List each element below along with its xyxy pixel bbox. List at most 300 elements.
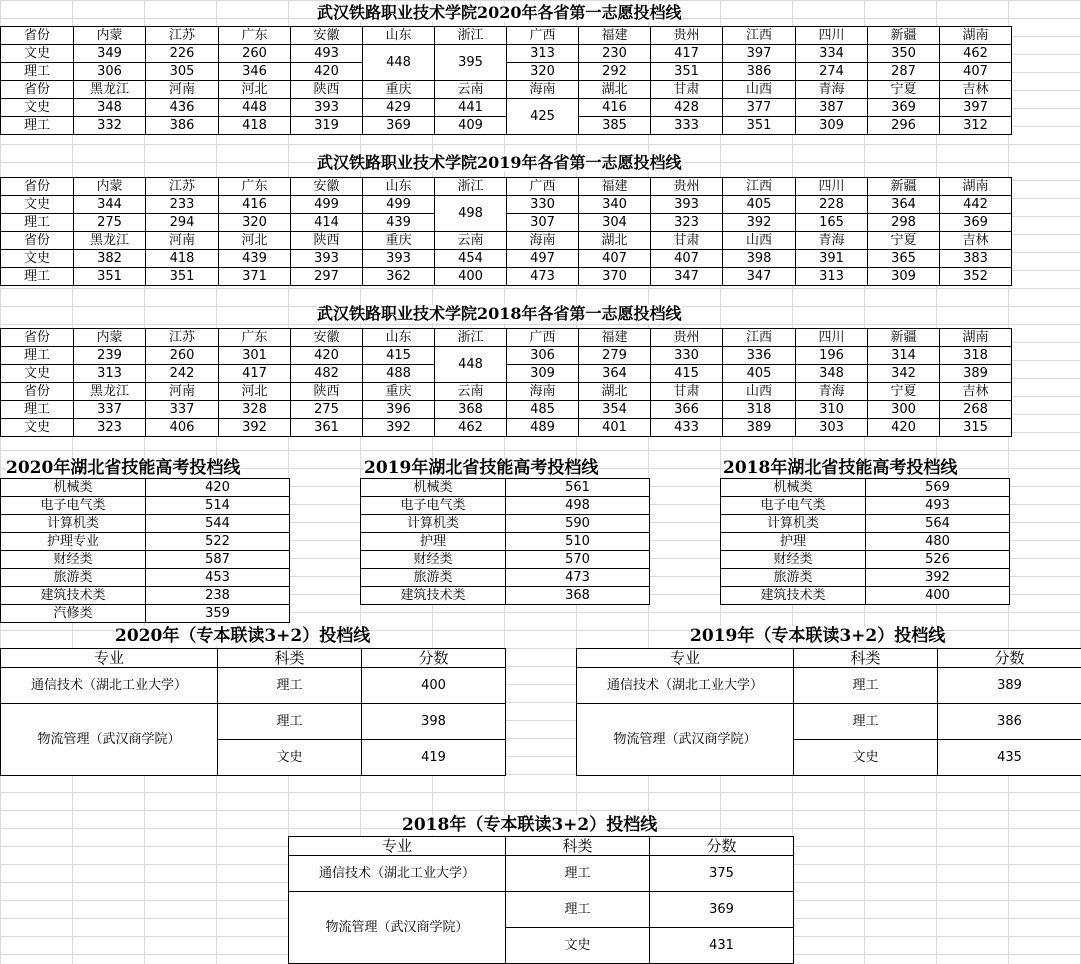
province-name-cell[interactable]: 云南: [435, 383, 507, 401]
province-name-cell[interactable]: 河南: [146, 232, 219, 250]
score-cell[interactable]: 590: [506, 515, 650, 533]
score-cell[interactable]: 389: [938, 668, 1081, 704]
header-cell[interactable]: 专业: [577, 649, 794, 668]
score-cell[interactable]: 418: [146, 250, 219, 268]
score-cell[interactable]: 313: [507, 45, 579, 63]
score-cell[interactable]: 305: [146, 63, 219, 81]
score-cell[interactable]: 347: [723, 268, 796, 286]
category-cell[interactable]: 计算机类: [721, 515, 866, 533]
province-name-cell[interactable]: 新疆: [868, 329, 940, 347]
province-name-cell[interactable]: 河南: [146, 81, 219, 99]
province-label-cell[interactable]: 省份: [1, 383, 74, 401]
subject-label-cell[interactable]: 理工: [1, 347, 74, 365]
category-cell[interactable]: 计算机类: [1, 515, 146, 533]
province-name-cell[interactable]: 山东: [363, 27, 435, 45]
province-label-cell[interactable]: 省份: [1, 329, 74, 347]
merged-score-cell[interactable]: 448: [435, 347, 507, 383]
score-cell[interactable]: 409: [435, 117, 507, 135]
province-name-cell[interactable]: 贵州: [651, 27, 723, 45]
score-cell[interactable]: 306: [74, 63, 146, 81]
province-label-cell[interactable]: 省份: [1, 232, 74, 250]
province-name-cell[interactable]: 湖北: [579, 232, 651, 250]
score-cell[interactable]: 398: [362, 704, 506, 740]
score-cell[interactable]: 482: [291, 365, 363, 383]
subject-cell[interactable]: 理工: [506, 892, 650, 928]
score-cell[interactable]: 365: [868, 250, 940, 268]
province-label-cell[interactable]: 省份: [1, 178, 74, 196]
score-cell[interactable]: 268: [940, 401, 1012, 419]
score-cell[interactable]: 480: [866, 533, 1010, 551]
score-cell[interactable]: 369: [868, 99, 940, 117]
score-cell[interactable]: 392: [866, 569, 1010, 587]
score-cell[interactable]: 417: [219, 365, 291, 383]
score-cell[interactable]: 441: [435, 99, 507, 117]
subject-label-cell[interactable]: 文史: [1, 250, 74, 268]
score-cell[interactable]: 392: [723, 214, 796, 232]
province-name-cell[interactable]: 山西: [723, 81, 796, 99]
province-name-cell[interactable]: 重庆: [363, 81, 435, 99]
header-cell[interactable]: 分数: [938, 649, 1081, 668]
score-cell[interactable]: 416: [579, 99, 651, 117]
score-cell[interactable]: 370: [579, 268, 651, 286]
province-name-cell[interactable]: 山东: [363, 329, 435, 347]
score-cell[interactable]: 287: [868, 63, 940, 81]
major-cell[interactable]: 通信技术（湖北工业大学）: [577, 668, 794, 704]
score-cell[interactable]: 319: [291, 117, 363, 135]
score-cell[interactable]: 275: [74, 214, 146, 232]
score-cell[interactable]: 364: [868, 196, 940, 214]
score-cell[interactable]: 242: [146, 365, 219, 383]
score-cell[interactable]: 337: [146, 401, 219, 419]
score-cell[interactable]: 309: [507, 365, 579, 383]
province-name-cell[interactable]: 浙江: [435, 329, 507, 347]
province-name-cell[interactable]: 江西: [723, 27, 796, 45]
province-name-cell[interactable]: 黑龙江: [74, 383, 146, 401]
score-cell[interactable]: 407: [579, 250, 651, 268]
score-cell[interactable]: 274: [796, 63, 868, 81]
score-cell[interactable]: 239: [74, 347, 146, 365]
score-cell[interactable]: 351: [74, 268, 146, 286]
score-cell[interactable]: 497: [507, 250, 579, 268]
score-cell[interactable]: 436: [146, 99, 219, 117]
province-name-cell[interactable]: 广西: [507, 178, 579, 196]
score-cell[interactable]: 368: [506, 587, 650, 605]
category-cell[interactable]: 财经类: [361, 551, 506, 569]
score-cell[interactable]: 398: [723, 250, 796, 268]
score-cell[interactable]: 393: [291, 99, 363, 117]
score-cell[interactable]: 342: [868, 365, 940, 383]
score-cell[interactable]: 396: [363, 401, 435, 419]
score-cell[interactable]: 419: [362, 740, 506, 776]
score-cell[interactable]: 405: [723, 196, 796, 214]
score-cell[interactable]: 233: [146, 196, 219, 214]
score-cell[interactable]: 431: [650, 928, 794, 964]
score-cell[interactable]: 323: [651, 214, 723, 232]
score-cell[interactable]: 561: [506, 479, 650, 497]
score-cell[interactable]: 415: [363, 347, 435, 365]
province-name-cell[interactable]: 浙江: [435, 27, 507, 45]
major-cell[interactable]: 物流管理（武汉商学院）: [577, 704, 794, 776]
score-cell[interactable]: 298: [868, 214, 940, 232]
score-cell[interactable]: 368: [435, 401, 507, 419]
score-cell[interactable]: 307: [507, 214, 579, 232]
score-cell[interactable]: 309: [868, 268, 940, 286]
score-cell[interactable]: 279: [579, 347, 651, 365]
score-cell[interactable]: 377: [723, 99, 796, 117]
score-cell[interactable]: 392: [219, 419, 291, 437]
category-cell[interactable]: 财经类: [1, 551, 146, 569]
province-name-cell[interactable]: 宁夏: [868, 383, 940, 401]
header-cell[interactable]: 专业: [1, 649, 218, 668]
subject-label-cell[interactable]: 理工: [1, 268, 74, 286]
score-cell[interactable]: 320: [219, 214, 291, 232]
province-name-cell[interactable]: 甘肃: [651, 81, 723, 99]
province-name-cell[interactable]: 安徽: [291, 27, 363, 45]
score-cell[interactable]: 351: [723, 117, 796, 135]
province-name-cell[interactable]: 宁夏: [868, 81, 940, 99]
score-cell[interactable]: 362: [363, 268, 435, 286]
province-name-cell[interactable]: 四川: [796, 178, 868, 196]
province-name-cell[interactable]: 广西: [507, 329, 579, 347]
province-name-cell[interactable]: 广东: [219, 27, 291, 45]
score-cell[interactable]: 306: [507, 347, 579, 365]
province-name-cell[interactable]: 广东: [219, 178, 291, 196]
score-cell[interactable]: 389: [940, 365, 1012, 383]
category-cell[interactable]: 汽修类: [1, 605, 146, 623]
score-cell[interactable]: 417: [651, 45, 723, 63]
subject-label-cell[interactable]: 理工: [1, 63, 74, 81]
subject-label-cell[interactable]: 文史: [1, 45, 74, 63]
score-cell[interactable]: 226: [146, 45, 219, 63]
province-label-cell[interactable]: 省份: [1, 27, 74, 45]
province-name-cell[interactable]: 湖南: [940, 329, 1012, 347]
score-cell[interactable]: 428: [651, 99, 723, 117]
major-cell[interactable]: 通信技术（湖北工业大学）: [1, 668, 218, 704]
score-cell[interactable]: 315: [940, 419, 1012, 437]
score-cell[interactable]: 393: [291, 250, 363, 268]
score-cell[interactable]: 313: [796, 268, 868, 286]
province-name-cell[interactable]: 湖北: [579, 81, 651, 99]
score-cell[interactable]: 420: [291, 63, 363, 81]
score-cell[interactable]: 489: [507, 419, 579, 437]
category-cell[interactable]: 建筑技术类: [1, 587, 146, 605]
subject-cell[interactable]: 文史: [218, 740, 362, 776]
score-cell[interactable]: 382: [74, 250, 146, 268]
major-cell[interactable]: 通信技术（湖北工业大学）: [289, 856, 506, 892]
province-name-cell[interactable]: 江苏: [146, 178, 219, 196]
province-name-cell[interactable]: 重庆: [363, 232, 435, 250]
province-name-cell[interactable]: 山西: [723, 383, 796, 401]
score-cell[interactable]: 318: [723, 401, 796, 419]
province-name-cell[interactable]: 山东: [363, 178, 435, 196]
province-name-cell[interactable]: 青海: [796, 232, 868, 250]
score-cell[interactable]: 312: [940, 117, 1012, 135]
score-cell[interactable]: 406: [146, 419, 219, 437]
score-cell[interactable]: 448: [219, 99, 291, 117]
province-name-cell[interactable]: 湖北: [579, 383, 651, 401]
score-cell[interactable]: 354: [579, 401, 651, 419]
score-cell[interactable]: 510: [506, 533, 650, 551]
score-cell[interactable]: 314: [868, 347, 940, 365]
province-name-cell[interactable]: 贵州: [651, 329, 723, 347]
province-name-cell[interactable]: 江西: [723, 178, 796, 196]
score-cell[interactable]: 350: [868, 45, 940, 63]
score-cell[interactable]: 393: [651, 196, 723, 214]
score-cell[interactable]: 435: [938, 740, 1081, 776]
score-cell[interactable]: 294: [146, 214, 219, 232]
score-cell[interactable]: 297: [291, 268, 363, 286]
province-name-cell[interactable]: 四川: [796, 329, 868, 347]
score-cell[interactable]: 386: [146, 117, 219, 135]
score-cell[interactable]: 587: [146, 551, 290, 569]
header-cell[interactable]: 科类: [794, 649, 938, 668]
score-cell[interactable]: 462: [940, 45, 1012, 63]
score-cell[interactable]: 397: [940, 99, 1012, 117]
category-cell[interactable]: 建筑技术类: [721, 587, 866, 605]
province-name-cell[interactable]: 陕西: [291, 383, 363, 401]
major-cell[interactable]: 物流管理（武汉商学院）: [1, 704, 218, 776]
subject-cell[interactable]: 理工: [794, 704, 938, 740]
province-name-cell[interactable]: 宁夏: [868, 232, 940, 250]
score-cell[interactable]: 351: [651, 63, 723, 81]
category-cell[interactable]: 机械类: [1, 479, 146, 497]
province-name-cell[interactable]: 江西: [723, 329, 796, 347]
score-cell[interactable]: 499: [291, 196, 363, 214]
score-cell[interactable]: 420: [868, 419, 940, 437]
province-name-cell[interactable]: 甘肃: [651, 232, 723, 250]
score-cell[interactable]: 301: [219, 347, 291, 365]
score-cell[interactable]: 433: [651, 419, 723, 437]
category-cell[interactable]: 财经类: [721, 551, 866, 569]
province-name-cell[interactable]: 河南: [146, 383, 219, 401]
score-cell[interactable]: 493: [866, 497, 1010, 515]
province-name-cell[interactable]: 新疆: [868, 27, 940, 45]
score-cell[interactable]: 361: [291, 419, 363, 437]
score-cell[interactable]: 337: [74, 401, 146, 419]
merged-score-cell[interactable]: 448: [363, 45, 435, 81]
score-cell[interactable]: 347: [651, 268, 723, 286]
score-cell[interactable]: 334: [796, 45, 868, 63]
province-name-cell[interactable]: 新疆: [868, 178, 940, 196]
score-cell[interactable]: 420: [146, 479, 290, 497]
score-cell[interactable]: 348: [796, 365, 868, 383]
province-name-cell[interactable]: 重庆: [363, 383, 435, 401]
score-cell[interactable]: 238: [146, 587, 290, 605]
score-cell[interactable]: 304: [579, 214, 651, 232]
province-name-cell[interactable]: 广东: [219, 329, 291, 347]
subject-label-cell[interactable]: 文史: [1, 196, 74, 214]
header-cell[interactable]: 科类: [506, 837, 650, 856]
score-cell[interactable]: 473: [507, 268, 579, 286]
province-name-cell[interactable]: 四川: [796, 27, 868, 45]
merged-score-cell[interactable]: 395: [435, 45, 507, 81]
subject-label-cell[interactable]: 理工: [1, 401, 74, 419]
province-name-cell[interactable]: 内蒙: [74, 329, 146, 347]
score-cell[interactable]: 488: [363, 365, 435, 383]
province-name-cell[interactable]: 云南: [435, 232, 507, 250]
province-name-cell[interactable]: 福建: [579, 27, 651, 45]
header-cell[interactable]: 专业: [289, 837, 506, 856]
category-cell[interactable]: 机械类: [721, 479, 866, 497]
score-cell[interactable]: 332: [74, 117, 146, 135]
score-cell[interactable]: 564: [866, 515, 1010, 533]
header-cell[interactable]: 分数: [362, 649, 506, 668]
score-cell[interactable]: 418: [219, 117, 291, 135]
score-cell[interactable]: 364: [579, 365, 651, 383]
score-cell[interactable]: 392: [363, 419, 435, 437]
score-cell[interactable]: 330: [507, 196, 579, 214]
score-cell[interactable]: 359: [146, 605, 290, 623]
score-cell[interactable]: 407: [651, 250, 723, 268]
score-cell[interactable]: 386: [938, 704, 1081, 740]
score-cell[interactable]: 352: [940, 268, 1012, 286]
province-name-cell[interactable]: 内蒙: [74, 27, 146, 45]
category-cell[interactable]: 护理专业: [1, 533, 146, 551]
score-cell[interactable]: 570: [506, 551, 650, 569]
score-cell[interactable]: 391: [796, 250, 868, 268]
province-name-cell[interactable]: 福建: [579, 178, 651, 196]
category-cell[interactable]: 计算机类: [361, 515, 506, 533]
score-cell[interactable]: 328: [219, 401, 291, 419]
province-name-cell[interactable]: 吉林: [940, 232, 1012, 250]
province-name-cell[interactable]: 青海: [796, 383, 868, 401]
header-cell[interactable]: 科类: [218, 649, 362, 668]
score-cell[interactable]: 196: [796, 347, 868, 365]
score-cell[interactable]: 454: [435, 250, 507, 268]
score-cell[interactable]: 439: [363, 214, 435, 232]
province-name-cell[interactable]: 吉林: [940, 81, 1012, 99]
province-name-cell[interactable]: 海南: [507, 383, 579, 401]
province-name-cell[interactable]: 海南: [507, 232, 579, 250]
province-name-cell[interactable]: 海南: [507, 81, 579, 99]
score-cell[interactable]: 397: [723, 45, 796, 63]
score-cell[interactable]: 400: [866, 587, 1010, 605]
category-cell[interactable]: 电子电气类: [721, 497, 866, 515]
province-name-cell[interactable]: 陕西: [291, 81, 363, 99]
score-cell[interactable]: 405: [723, 365, 796, 383]
score-cell[interactable]: 303: [796, 419, 868, 437]
score-cell[interactable]: 400: [362, 668, 506, 704]
score-cell[interactable]: 401: [579, 419, 651, 437]
subject-label-cell[interactable]: 理工: [1, 214, 74, 232]
category-cell[interactable]: 旅游类: [1, 569, 146, 587]
score-cell[interactable]: 493: [291, 45, 363, 63]
subject-cell[interactable]: 理工: [218, 668, 362, 704]
subject-cell[interactable]: 理工: [794, 668, 938, 704]
major-cell[interactable]: 物流管理（武汉商学院）: [289, 892, 506, 964]
score-cell[interactable]: 300: [868, 401, 940, 419]
province-name-cell[interactable]: 江苏: [146, 329, 219, 347]
province-name-cell[interactable]: 浙江: [435, 178, 507, 196]
province-name-cell[interactable]: 河北: [219, 81, 291, 99]
subject-cell[interactable]: 文史: [506, 928, 650, 964]
score-cell[interactable]: 260: [146, 347, 219, 365]
score-cell[interactable]: 313: [74, 365, 146, 383]
province-name-cell[interactable]: 安徽: [291, 329, 363, 347]
merged-score-cell[interactable]: 498: [435, 196, 507, 232]
score-cell[interactable]: 389: [723, 419, 796, 437]
score-cell[interactable]: 344: [74, 196, 146, 214]
province-name-cell[interactable]: 贵州: [651, 178, 723, 196]
province-name-cell[interactable]: 云南: [435, 81, 507, 99]
province-name-cell[interactable]: 安徽: [291, 178, 363, 196]
province-label-cell[interactable]: 省份: [1, 81, 74, 99]
category-cell[interactable]: 护理: [361, 533, 506, 551]
score-cell[interactable]: 498: [506, 497, 650, 515]
score-cell[interactable]: 420: [291, 347, 363, 365]
score-cell[interactable]: 371: [219, 268, 291, 286]
score-cell[interactable]: 569: [866, 479, 1010, 497]
score-cell[interactable]: 230: [579, 45, 651, 63]
score-cell[interactable]: 499: [363, 196, 435, 214]
score-cell[interactable]: 385: [579, 117, 651, 135]
province-name-cell[interactable]: 江苏: [146, 27, 219, 45]
score-cell[interactable]: 310: [796, 401, 868, 419]
score-cell[interactable]: 336: [723, 347, 796, 365]
score-cell[interactable]: 165: [796, 214, 868, 232]
province-name-cell[interactable]: 黑龙江: [74, 81, 146, 99]
province-name-cell[interactable]: 黑龙江: [74, 232, 146, 250]
score-cell[interactable]: 320: [507, 63, 579, 81]
merged-score-cell[interactable]: 425: [507, 99, 579, 135]
score-cell[interactable]: 439: [219, 250, 291, 268]
score-cell[interactable]: 442: [940, 196, 1012, 214]
score-cell[interactable]: 462: [435, 419, 507, 437]
score-cell[interactable]: 351: [146, 268, 219, 286]
score-cell[interactable]: 369: [940, 214, 1012, 232]
province-name-cell[interactable]: 山西: [723, 232, 796, 250]
category-cell[interactable]: 建筑技术类: [361, 587, 506, 605]
score-cell[interactable]: 414: [291, 214, 363, 232]
score-cell[interactable]: 375: [650, 856, 794, 892]
score-cell[interactable]: 340: [579, 196, 651, 214]
score-cell[interactable]: 275: [291, 401, 363, 419]
score-cell[interactable]: 393: [363, 250, 435, 268]
category-cell[interactable]: 电子电气类: [361, 497, 506, 515]
score-cell[interactable]: 522: [146, 533, 290, 551]
score-cell[interactable]: 473: [506, 569, 650, 587]
score-cell[interactable]: 318: [940, 347, 1012, 365]
score-cell[interactable]: 383: [940, 250, 1012, 268]
score-cell[interactable]: 416: [219, 196, 291, 214]
score-cell[interactable]: 348: [74, 99, 146, 117]
score-cell[interactable]: 366: [651, 401, 723, 419]
score-cell[interactable]: 292: [579, 63, 651, 81]
province-name-cell[interactable]: 湖南: [940, 27, 1012, 45]
province-name-cell[interactable]: 河北: [219, 232, 291, 250]
category-cell[interactable]: 旅游类: [721, 569, 866, 587]
province-name-cell[interactable]: 青海: [796, 81, 868, 99]
score-cell[interactable]: 400: [435, 268, 507, 286]
subject-cell[interactable]: 理工: [506, 856, 650, 892]
category-cell[interactable]: 护理: [721, 533, 866, 551]
score-cell[interactable]: 387: [796, 99, 868, 117]
header-cell[interactable]: 分数: [650, 837, 794, 856]
category-cell[interactable]: 机械类: [361, 479, 506, 497]
province-name-cell[interactable]: 陕西: [291, 232, 363, 250]
score-cell[interactable]: 526: [866, 551, 1010, 569]
subject-label-cell[interactable]: 文史: [1, 99, 74, 117]
province-name-cell[interactable]: 甘肃: [651, 383, 723, 401]
score-cell[interactable]: 260: [219, 45, 291, 63]
score-cell[interactable]: 369: [363, 117, 435, 135]
subject-label-cell[interactable]: 文史: [1, 365, 74, 383]
score-cell[interactable]: 415: [651, 365, 723, 383]
province-name-cell[interactable]: 湖南: [940, 178, 1012, 196]
province-name-cell[interactable]: 河北: [219, 383, 291, 401]
category-cell[interactable]: 旅游类: [361, 569, 506, 587]
score-cell[interactable]: 349: [74, 45, 146, 63]
